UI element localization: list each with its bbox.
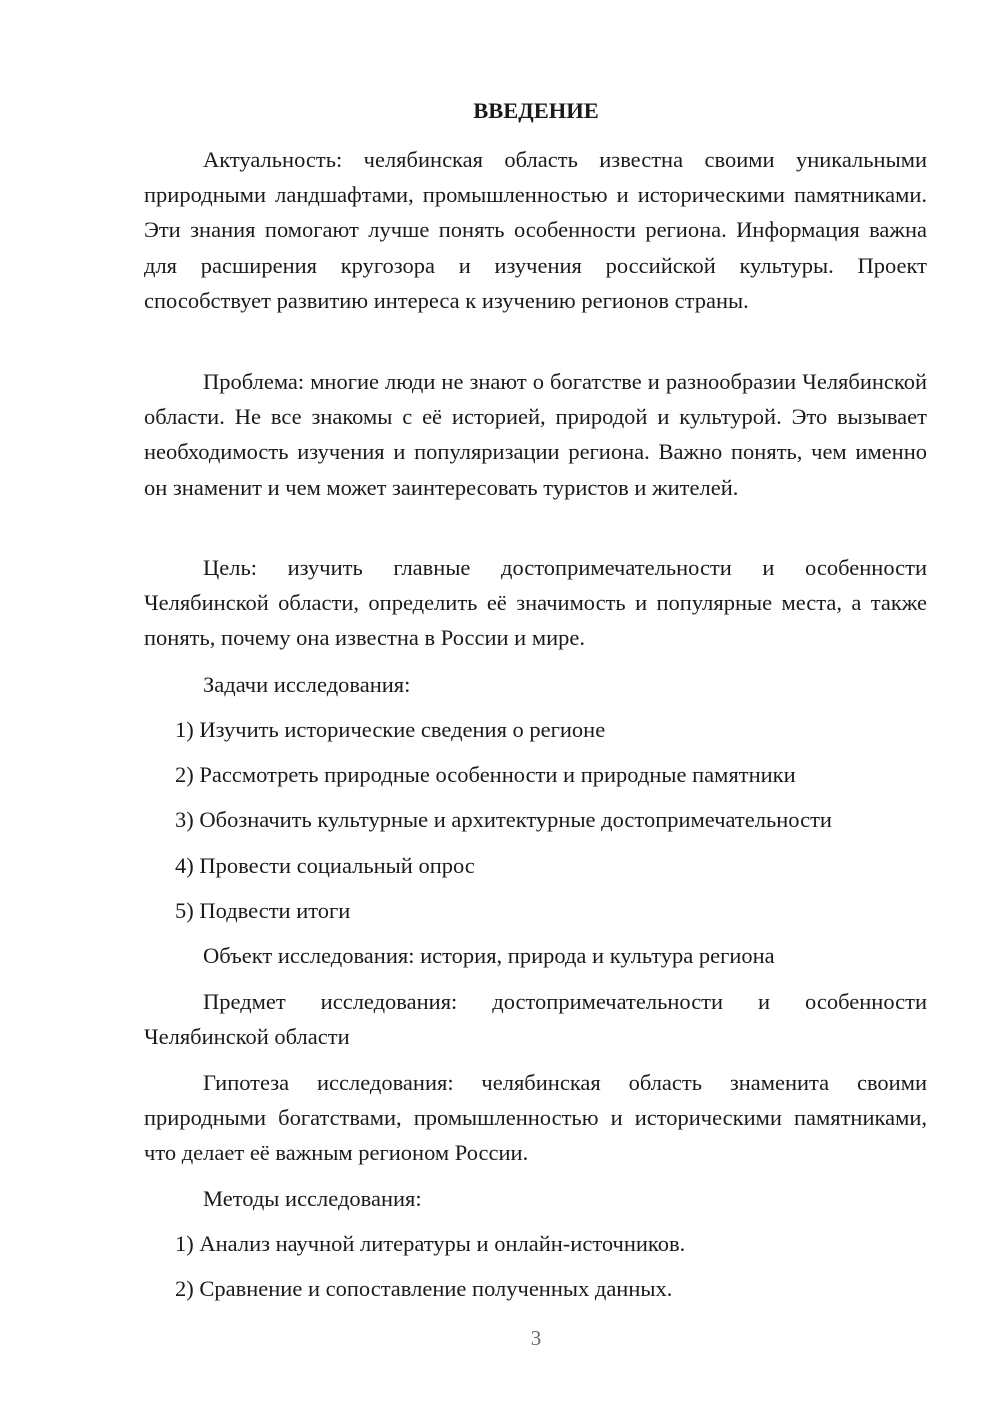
methods-heading: Методы исследования: [203, 1186, 422, 1211]
task-item: 1) Изучить исторические сведения о регионе [175, 717, 606, 742]
object-line: Объект исследования: история, природа и культура региона [203, 943, 775, 968]
tasks-heading: Задачи исследования: [203, 672, 411, 697]
task-item: 2) Рассмотреть природные особенности и природные памятники [175, 762, 796, 787]
subject-paragraph: Предмет исследования: достопримечательности и особенности Челябинской области [144, 989, 927, 1050]
task-item: 3) Обозначить культурные и архитектурные достопримечательности [175, 807, 832, 832]
goal-paragraph: Цель: изучить главные достопримечательности и особенности Челябинской области, определить её значимость и популярные места, а также понять, почему она известна в России и мире. [144, 555, 927, 651]
method-item: 1) Анализ научной литературы и онлайн-источников. [175, 1231, 686, 1256]
relevance-paragraph: Актуальность: челябинская область известна своими уникальными природными ландшафтами, промышленностью и историческими памятниками. Эти знания помогают лучше понять особенности региона. Информация важна для расширения кругозора и изучения российской культуры. Проект способствует развитию интереса к изучению регионов страны. [144, 147, 927, 313]
task-item: 5) Подвести итоги [175, 898, 351, 923]
method-item: 2) Сравнение и сопоставление полученных данных. [175, 1276, 673, 1301]
page-number: 3 [530, 1326, 542, 1350]
task-item: 4) Провести социальный опрос [175, 853, 475, 878]
problem-paragraph: Проблема: многие люди не знают о богатстве и разнообразии Челябинской области. Не все знакомы с её историей, природой и культурой. Это вызывает необходимость изучения и популяризации региона. Важно понять, чем именно он знаменит и чем может заинтересовать туристов и жителей. [144, 369, 927, 500]
page-title: ВВЕДЕНИЕ [473, 98, 599, 123]
hypothesis-paragraph: Гипотеза исследования: челябинская область знаменита своими природными богатствами, промышленностью и историческими памятниками, что делает её важным регионом России. [144, 1070, 927, 1166]
